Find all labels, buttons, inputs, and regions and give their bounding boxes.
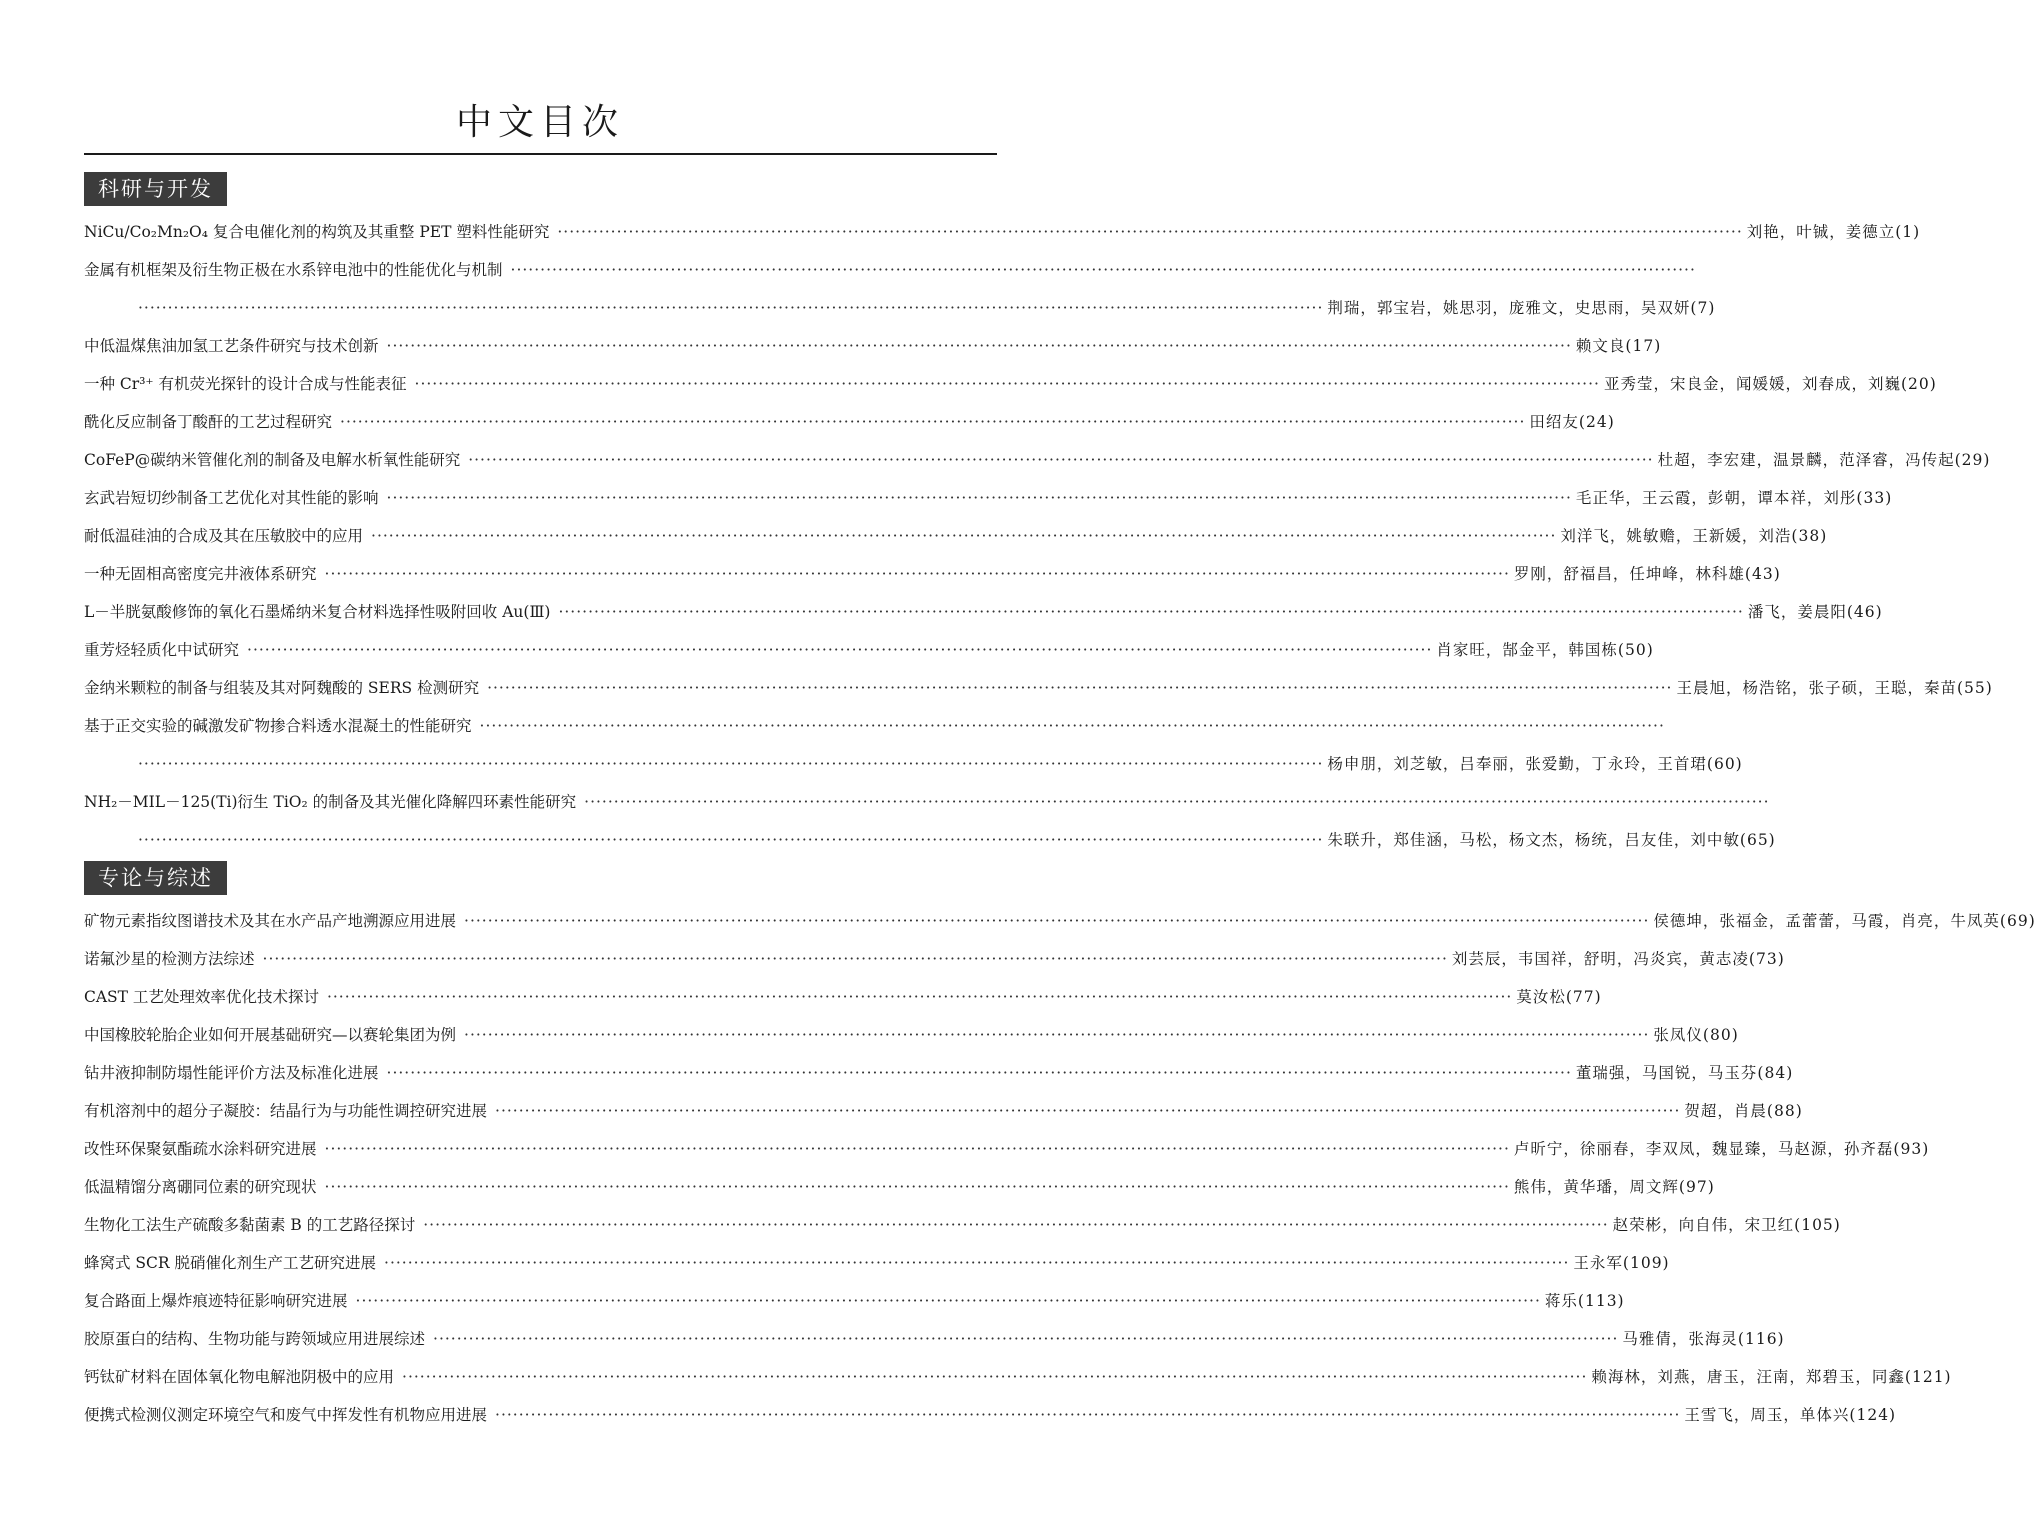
entry-title: 耐低温硅油的合成及其在压敏胶中的应用	[84, 527, 364, 545]
leader-dots: ········································································································································································································	[464, 912, 1650, 930]
leader-dots: ········································································································································································································	[371, 527, 1557, 545]
toc-entry[interactable]	[84, 978, 1602, 1016]
entry-authors-page: 卢昕宁，徐丽春，李双凤，魏显臻，马赵源，孙齐磊(93)	[1513, 1140, 1930, 1158]
toc-entry[interactable]	[84, 783, 1776, 859]
entry-authors-page: 田绍友(24)	[1529, 413, 1615, 431]
leader-dots: ········································································································································································································	[557, 223, 1743, 241]
entry-title: 矿物元素指纹图谱技术及其在水产品产地溯源应用进展	[84, 912, 457, 930]
entry-authors-page: 杨申朋，刘芝敏，吕奉丽，张爱勤，丁永玲，王首珺(60)	[1327, 755, 1743, 773]
entry-authors-page: 亚秀莹，宋良金，闻媛媛，刘春成，刘巍(20)	[1603, 375, 1937, 393]
leader-dots: ········································································································································································································	[384, 1254, 1570, 1272]
entry-title: 中国橡胶轮胎企业如何开展基础研究—以赛轮集团为例	[84, 1026, 457, 1044]
entry-authors-page: 莫汝松(77)	[1516, 988, 1602, 1006]
entry-title: CoFeP@碳纳米管催化剂的制备及电解水析氧性能研究	[84, 451, 461, 469]
toc-entry[interactable]	[84, 1016, 1739, 1054]
entry-authors-page: 赖海林，刘燕，唐玉，汪南，郑碧玉，同鑫(121)	[1591, 1368, 1952, 1386]
leader-dots: ········································································································································································································	[558, 603, 1744, 621]
entry-title: 有机溶剂中的超分子凝胶：结晶行为与功能性调控研究进展	[84, 1102, 488, 1120]
leader-dots: ········································································································································································································	[386, 337, 1572, 355]
entry-authors-page: 贺超，肖晨(88)	[1684, 1102, 1803, 1120]
toc-entry[interactable]	[84, 1054, 1794, 1092]
leader-dots: ········································································································································································································	[402, 1368, 1588, 1386]
entry-authors-page: 罗刚，舒福昌，任坤峰，林科雄(43)	[1513, 565, 1781, 583]
toc-entry[interactable]	[84, 213, 1921, 251]
entry-authors-page: 张凤仪(80)	[1653, 1026, 1739, 1044]
entry-title: 重芳烃轻质化中试研究	[84, 641, 240, 659]
entry-title: 改性环保聚氨酯疏水涂料研究进展	[84, 1140, 317, 1158]
entry-title: CAST 工艺处理效率优化技术探讨	[84, 988, 319, 1006]
leader-dots: ········································································································································································································	[468, 451, 1654, 469]
leader-dots: ········································································································································································································	[324, 1178, 1510, 1196]
toc-entry[interactable]	[84, 365, 1937, 403]
entry-authors-page: 王晨旭，杨浩铭，张子硕，王聪，秦苗(55)	[1676, 679, 1993, 697]
toc-entry[interactable]	[84, 555, 1781, 593]
entry-title: 基于正交实验的碱激发矿物掺合料透水混凝土的性能研究	[84, 717, 472, 735]
toc-entry[interactable]	[84, 251, 1716, 327]
leader-dots: ········································································································································································································	[479, 717, 1665, 735]
leader-dots: ········································································································································································································	[386, 489, 1572, 507]
page-title: 中文目次	[455, 102, 624, 143]
toc-entry[interactable]	[84, 593, 1883, 631]
entry-authors-page: 杜超，李宏建，温景麟，范泽睿，冯传起(29)	[1657, 451, 1991, 469]
entry-title: 诺氟沙星的检测方法综述	[84, 950, 255, 968]
entry-title: 玄武岩短切纱制备工艺优化对其性能的影响	[84, 489, 379, 507]
leader-dots: ········································································································································································································	[340, 413, 1526, 431]
entry-authors-page: 董瑞强，马国锐，马玉芬(84)	[1575, 1064, 1794, 1082]
toc-entry[interactable]	[84, 1206, 1841, 1244]
entry-title: 金纳米颗粒的制备与组装及其对阿魏酸的 SERS 检测研究	[84, 679, 480, 697]
leader-dots: ········································································································································································································	[584, 793, 1770, 811]
entry-authors-page: 王永军(109)	[1573, 1254, 1670, 1272]
leader-dots: ········································································································································································································	[414, 375, 1600, 393]
leader-dots: ········································································································································································································	[247, 641, 1433, 659]
entry-authors-page: 刘芸辰，韦国祥，舒明，冯炎宾，黄志凌(73)	[1451, 950, 1785, 968]
toc-entry[interactable]	[84, 479, 1893, 517]
leader-dots: ········································································································································································································	[495, 1102, 1681, 1120]
entry-authors-page: 刘洋飞，姚敏赡，王新媛，刘浩(38)	[1560, 527, 1828, 545]
section-reviews	[84, 861, 2036, 1434]
entry-authors-page: 赖文良(17)	[1575, 337, 1662, 355]
entry-authors-page: 毛正华，王云霞，彭朝，谭本祥，刘彤(33)	[1575, 489, 1893, 507]
toc-entry[interactable]	[84, 707, 1743, 783]
section-research	[84, 172, 1993, 859]
entry-title: 胶原蛋白的结构、生物功能与跨领域应用进展综述	[84, 1330, 426, 1348]
toc-entry[interactable]	[84, 403, 1615, 441]
leader-dots: ········································································································································································································	[386, 1064, 1572, 1082]
entry-authors-page: 蒋乐(113)	[1544, 1292, 1625, 1310]
entry-title: 金属有机框架及衍生物正极在水系锌电池中的性能优化与机制	[84, 261, 503, 279]
toc-entry[interactable]	[84, 1282, 1625, 1320]
entry-title: 中低温煤焦油加氢工艺条件研究与技术创新	[84, 337, 379, 355]
section-heading: 专论与综述	[84, 861, 227, 895]
leader-dots: ········································································································································································································	[138, 831, 1324, 849]
toc-entry[interactable]	[84, 902, 2036, 940]
toc-entry[interactable]	[84, 1358, 1952, 1396]
leader-dots: ········································································································································································································	[355, 1292, 1541, 1310]
entry-authors-page: 潘飞，姜晨阳(46)	[1747, 603, 1883, 621]
leader-dots: ········································································································································································································	[326, 988, 1513, 1006]
entry-title: 蜂窝式 SCR 脱硝催化剂生产工艺研究进展	[84, 1254, 377, 1272]
leader-dots: ········································································································································································································	[423, 1216, 1609, 1234]
leader-dots: ········································································································································································································	[487, 679, 1673, 697]
entry-title: 一种 Cr³⁺ 有机荧光探针的设计合成与性能表征	[84, 375, 407, 393]
leader-dots: ········································································································································································································	[324, 565, 1510, 583]
toc-entry[interactable]	[84, 327, 1662, 365]
entry-title: 一种无固相高密度完井液体系研究	[84, 565, 317, 583]
entry-title: 钻井液抑制防塌性能评价方法及标准化进展	[84, 1064, 379, 1082]
leader-dots: ········································································································································································································	[464, 1026, 1650, 1044]
entry-authors-page: 刘艳，叶铖，姜德立(1)	[1746, 223, 1921, 241]
entry-authors-page: 肖家旺，郜金平，韩国栋(50)	[1436, 641, 1654, 659]
toc-entry[interactable]	[84, 631, 1654, 669]
leader-dots: ········································································································································································································	[262, 950, 1448, 968]
entry-title: 钙钛矿材料在固体氧化物电解池阴极中的应用	[84, 1368, 395, 1386]
entry-authors-page: 马雅倩，张海灵(116)	[1622, 1330, 1785, 1348]
toc-entry[interactable]	[84, 1320, 1785, 1358]
toc-entry[interactable]	[84, 1396, 1897, 1434]
toc-entry[interactable]	[84, 1130, 1930, 1168]
toc-entry[interactable]	[84, 1092, 1803, 1130]
entry-title: NiCu/Co₂Mn₂O₄ 复合电催化剂的构筑及其重整 PET 塑料性能研究	[84, 223, 550, 241]
entry-title: 复合路面上爆炸痕迹特征影响研究进展	[84, 1292, 348, 1310]
leader-dots: ········································································································································································································	[495, 1406, 1681, 1424]
leader-dots: ········································································································································································································	[433, 1330, 1619, 1348]
leader-dots: ········································································································································································································	[138, 299, 1324, 317]
leader-dots: ········································································································································································································	[510, 261, 1696, 279]
toc-entry[interactable]	[84, 517, 1828, 555]
entry-authors-page: 赵荣彬，向自伟，宋卫红(105)	[1612, 1216, 1841, 1234]
toc-entry[interactable]	[84, 1168, 1715, 1206]
entry-title: 生物化工法生产硫酸多黏菌素 B 的工艺路径探讨	[84, 1216, 416, 1234]
title-rule	[84, 153, 997, 155]
entry-authors-page: 荆瑞，郭宝岩，姚思羽，庞雅文，史思雨，吴双妍(7)	[1327, 299, 1716, 317]
section-heading: 科研与开发	[84, 172, 227, 206]
entry-authors-page: 王雪飞，周玉，单体兴(124)	[1684, 1406, 1897, 1424]
toc-entry[interactable]	[84, 669, 1993, 707]
entry-title: L－半胱氨酸修饰的氧化石墨烯纳米复合材料选择性吸附回收 Au(Ⅲ)	[84, 603, 551, 621]
entry-authors-page: 熊伟，黄华璠，周文辉(97)	[1513, 1178, 1715, 1196]
entry-authors-page: 侯德坤，张福金，孟蕾蕾，马霞，肖亮，牛凤英(69)	[1653, 912, 2036, 930]
leader-dots: ········································································································································································································	[324, 1140, 1510, 1158]
toc-entry[interactable]	[84, 1244, 1670, 1282]
toc-entry[interactable]	[84, 940, 1785, 978]
leader-dots: ········································································································································································································	[138, 755, 1324, 773]
entry-title: 酰化反应制备丁酸酐的工艺过程研究	[84, 413, 333, 431]
entry-authors-page: 朱联升，郑佳涵，马松，杨文杰，杨统，吕友佳，刘中敏(65)	[1327, 831, 1776, 849]
entry-title: 低温精馏分离硼同位素的研究现状	[84, 1178, 317, 1196]
toc-entry[interactable]	[84, 441, 1991, 479]
entry-title: 便携式检测仪测定环境空气和废气中挥发性有机物应用进展	[84, 1406, 488, 1424]
entry-title: NH₂－MIL－125(Ti)衍生 TiO₂ 的制备及其光催化降解四环素性能研究	[84, 793, 577, 811]
